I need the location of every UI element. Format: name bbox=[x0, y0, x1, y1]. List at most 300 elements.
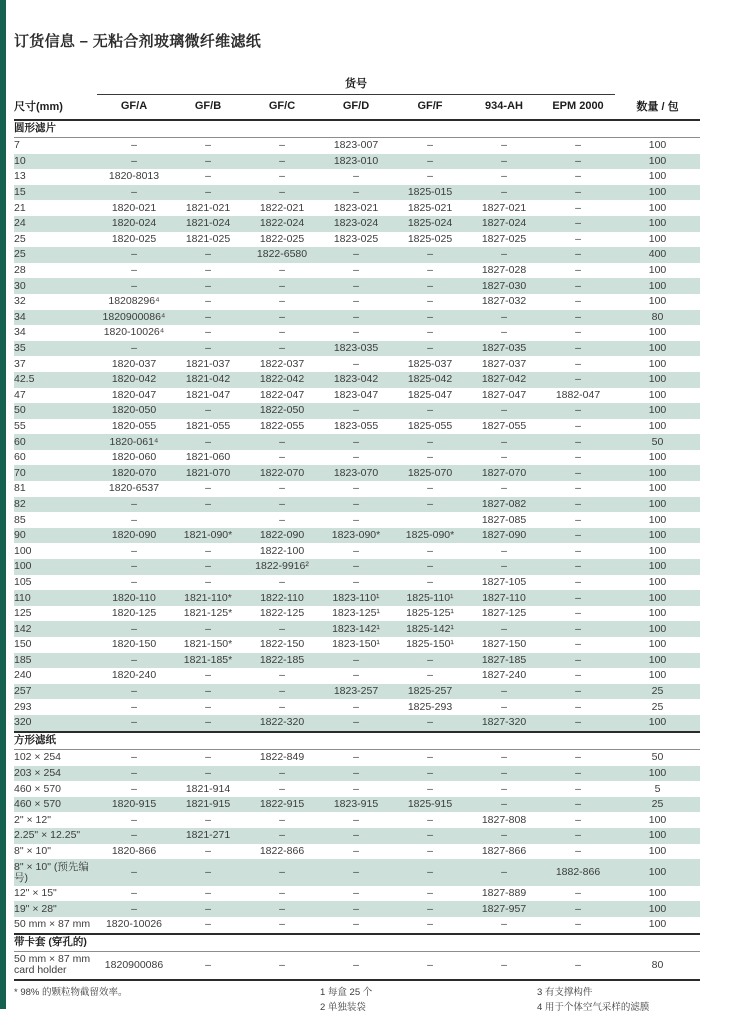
catalog-number-cell: – bbox=[575, 170, 581, 183]
qty-cell: 100 bbox=[648, 466, 667, 479]
catalog-number-cell: – bbox=[205, 170, 211, 183]
catalog-number-cell: – bbox=[575, 700, 581, 713]
size-cell: 2" × 12" bbox=[14, 813, 51, 826]
catalog-number-cell: – bbox=[131, 653, 137, 666]
catalog-number-cell: – bbox=[501, 326, 507, 339]
size-cell: 70 bbox=[14, 466, 26, 479]
catalog-number-cell: – bbox=[575, 766, 581, 779]
catalog-number-cell: – bbox=[353, 497, 359, 510]
catalog-number-cell: 1823-047 bbox=[333, 388, 379, 401]
catalog-number-cell: – bbox=[353, 264, 359, 277]
qty-cell: 100 bbox=[648, 866, 667, 879]
catalog-number-cell: – bbox=[279, 326, 285, 339]
catalog-number-cell: – bbox=[427, 844, 433, 857]
catalog-number-cell: – bbox=[501, 751, 507, 764]
catalog-number-cell: – bbox=[575, 887, 581, 900]
table-row bbox=[14, 310, 700, 326]
catalog-number-cell: 1827-070 bbox=[481, 466, 527, 479]
size-cell: 21 bbox=[14, 201, 26, 214]
catalog-number-cell: – bbox=[353, 186, 359, 199]
qty-cell: 100 bbox=[648, 513, 667, 526]
section-header-label: 方形滤纸 bbox=[14, 732, 700, 750]
table-row bbox=[14, 512, 700, 528]
catalog-number-cell: 1827-320 bbox=[481, 716, 527, 729]
catalog-number-cell: 1820-6537 bbox=[108, 482, 160, 495]
catalog-number-cell: 1825-150¹ bbox=[406, 638, 454, 651]
table-body bbox=[14, 120, 700, 980]
catalog-number-cell: 1823-150¹ bbox=[332, 638, 380, 651]
qty-cell: 100 bbox=[648, 575, 667, 588]
catalog-number-cell: – bbox=[353, 435, 359, 448]
catalog-number-cell: – bbox=[205, 154, 211, 167]
table-row bbox=[14, 653, 700, 669]
catalog-number-cell: – bbox=[205, 918, 211, 931]
catalog-number-cell: – bbox=[205, 958, 211, 971]
table-row bbox=[14, 844, 700, 860]
qty-cell: 100 bbox=[648, 170, 667, 183]
catalog-number-cell: 1822-090 bbox=[259, 529, 305, 542]
catalog-number-cell: 1827-037 bbox=[481, 357, 527, 370]
qty-cell: 100 bbox=[648, 544, 667, 557]
catalog-number-cell: 1882-047 bbox=[555, 388, 601, 401]
qty-cell: 100 bbox=[648, 357, 667, 370]
catalog-number-cell: – bbox=[501, 685, 507, 698]
catalog-number-cell: – bbox=[131, 248, 137, 261]
catalog-number-cell: 1822-915 bbox=[259, 798, 305, 811]
catalog-number-cell: – bbox=[279, 435, 285, 448]
catalog-number-cell: – bbox=[205, 264, 211, 277]
catalog-number-cell: – bbox=[353, 482, 359, 495]
table-row bbox=[14, 575, 700, 591]
catalog-number-cell: 1825-025 bbox=[407, 232, 453, 245]
table-row bbox=[14, 419, 700, 435]
catalog-number-cell: – bbox=[501, 766, 507, 779]
catalog-number-cell: – bbox=[205, 435, 211, 448]
table-row bbox=[14, 781, 700, 797]
qty-cell: 100 bbox=[648, 813, 667, 826]
table-row bbox=[14, 325, 700, 341]
catalog-number-cell: – bbox=[427, 716, 433, 729]
table-row bbox=[14, 637, 700, 653]
table-row bbox=[14, 699, 700, 715]
catalog-number-cell: – bbox=[501, 782, 507, 795]
size-cell: 60 bbox=[14, 435, 26, 448]
size-cell: 240 bbox=[14, 669, 32, 682]
catalog-number-cell: – bbox=[427, 279, 433, 292]
catalog-number-cell: 1823-025 bbox=[333, 232, 379, 245]
size-cell: 19" × 28" bbox=[14, 902, 57, 915]
table-row bbox=[14, 797, 700, 813]
catalog-number-cell: 1822-320 bbox=[259, 716, 305, 729]
catalog-number-cell: 1822-042 bbox=[259, 373, 305, 386]
catalog-number-cell: 1827-889 bbox=[481, 887, 527, 900]
catalog-number-cell: 1822-037 bbox=[259, 357, 305, 370]
footnote-1: 1 每盒 25 个 bbox=[320, 986, 373, 998]
catalog-number-cell: – bbox=[575, 310, 581, 323]
catalog-number-cell: – bbox=[575, 139, 581, 152]
catalog-number-cell: – bbox=[427, 295, 433, 308]
catalog-number-cell: – bbox=[575, 782, 581, 795]
catalog-number-cell: 1825-024 bbox=[407, 217, 453, 230]
size-cell: 460 × 570 bbox=[14, 798, 62, 811]
catalog-number-cell: – bbox=[131, 866, 137, 879]
catalog-number-cell: – bbox=[575, 716, 581, 729]
size-cell: 82 bbox=[14, 497, 26, 510]
catalog-number-cell: – bbox=[131, 279, 137, 292]
catalog-number-cell: 1825-037 bbox=[407, 357, 453, 370]
catalog-number-cell: – bbox=[279, 497, 285, 510]
catalog-number-cell: – bbox=[575, 529, 581, 542]
size-cell: 100 bbox=[14, 560, 32, 573]
table-row bbox=[14, 606, 700, 622]
table-row bbox=[14, 372, 700, 388]
catalog-number-cell: 1820-070 bbox=[111, 466, 157, 479]
catalog-number-cell: 1827-028 bbox=[481, 264, 527, 277]
qty-cell: 100 bbox=[648, 591, 667, 604]
catalog-number-cell: – bbox=[575, 918, 581, 931]
catalog-number-cell: 1825-257 bbox=[407, 685, 453, 698]
catalog-number-cell: – bbox=[279, 829, 285, 842]
catalog-number-cell: – bbox=[427, 435, 433, 448]
catalog-number-cell: – bbox=[427, 958, 433, 971]
catalog-number-cell: 1820900086⁴ bbox=[102, 310, 166, 323]
catalog-number-cell: – bbox=[353, 560, 359, 573]
catalog-number-cell: – bbox=[427, 248, 433, 261]
catalog-number-cell: – bbox=[501, 186, 507, 199]
catalog-number-cell bbox=[393, 512, 467, 528]
footnote-column-left bbox=[14, 986, 320, 1016]
qty-cell: 100 bbox=[648, 186, 667, 199]
catalog-number-cell: – bbox=[501, 435, 507, 448]
table-row bbox=[14, 138, 700, 154]
catalog-number-cell: 1820-150 bbox=[111, 638, 157, 651]
catalog-number-cell: – bbox=[575, 958, 581, 971]
size-cell: 110 bbox=[14, 591, 31, 604]
catalog-number-cell: – bbox=[427, 751, 433, 764]
catalog-number-cell: 1823-042 bbox=[333, 373, 379, 386]
size-cell: 24 bbox=[14, 217, 26, 230]
qty-cell: 100 bbox=[648, 560, 667, 573]
catalog-number-cell: – bbox=[575, 607, 581, 620]
catalog-number-cell: 1821-024 bbox=[185, 217, 231, 230]
catalog-number-cell: – bbox=[427, 310, 433, 323]
section-header-label: 带卡套 (穿孔的) bbox=[14, 934, 700, 952]
catalog-number-cell: 1827-150 bbox=[481, 638, 527, 651]
catalog-number-cell: 1823-070 bbox=[333, 466, 379, 479]
catalog-number-cell: – bbox=[279, 310, 285, 323]
qty-cell: 100 bbox=[648, 766, 667, 779]
size-cell: 102 × 254 bbox=[14, 751, 62, 764]
catalog-number-cell: – bbox=[131, 902, 137, 915]
qty-cell: 100 bbox=[648, 154, 667, 167]
qty-cell: 80 bbox=[651, 310, 664, 323]
catalog-number-cell: 1822-025 bbox=[259, 232, 305, 245]
catalog-number-cell: – bbox=[205, 902, 211, 915]
catalog-number-cell: 1827-032 bbox=[481, 295, 527, 308]
table-row bbox=[14, 917, 700, 934]
qty-cell: 100 bbox=[648, 451, 667, 464]
catalog-number-cell: 1821-125* bbox=[183, 607, 233, 620]
catalog-number-cell: – bbox=[427, 342, 433, 355]
catalog-number-cell: 1820-061⁴ bbox=[109, 435, 159, 448]
catalog-number-cell: – bbox=[427, 404, 433, 417]
catalog-number-cell: – bbox=[575, 186, 581, 199]
catalog-number-cell: – bbox=[575, 279, 581, 292]
catalog-number-cell: 1827-185 bbox=[481, 653, 527, 666]
size-cell: 28 bbox=[14, 264, 26, 277]
catalog-number-cell: 1823-010 bbox=[333, 154, 379, 167]
table-row bbox=[14, 559, 700, 575]
size-cell: 2.25" × 12.25" bbox=[14, 829, 81, 842]
catalog-number-cell: – bbox=[575, 419, 581, 432]
catalog-number-cell: 1823-021 bbox=[333, 201, 379, 214]
table-row bbox=[14, 901, 700, 917]
table-row bbox=[14, 766, 700, 782]
qty-cell: 25 bbox=[651, 798, 664, 811]
footnote-2: 2 单独装袋 bbox=[320, 1001, 366, 1013]
catalog-number-cell: – bbox=[205, 139, 211, 152]
table-row bbox=[14, 465, 700, 481]
catalog-number-cell: – bbox=[131, 700, 137, 713]
catalog-number-cell: – bbox=[279, 685, 285, 698]
catalog-number-cell: – bbox=[427, 560, 433, 573]
catalog-number-cell: – bbox=[131, 766, 137, 779]
catalog-number-cell: 1823-035 bbox=[333, 342, 379, 355]
catalog-number-cell: – bbox=[427, 170, 433, 183]
catalog-number-cell: – bbox=[279, 295, 285, 308]
footnote-3: 3 有支撑构件 bbox=[537, 986, 593, 998]
qty-cell: 50 bbox=[651, 435, 664, 448]
catalog-number-cell: – bbox=[501, 310, 507, 323]
catalog-number-cell: 1827-808 bbox=[481, 813, 527, 826]
catalog-number-cell: – bbox=[501, 544, 507, 557]
size-cell: 25 bbox=[14, 248, 26, 261]
qty-cell: 100 bbox=[648, 201, 667, 214]
catalog-number-cell: 18208296⁴ bbox=[108, 295, 160, 308]
qty-cell: 100 bbox=[648, 264, 667, 277]
catalog-number-cell: 1822-6580 bbox=[256, 248, 308, 261]
table-row bbox=[14, 232, 700, 248]
catalog-number-cell: – bbox=[205, 887, 211, 900]
catalog-number-cell: – bbox=[353, 295, 359, 308]
catalog-number-cell: 1822-050 bbox=[259, 404, 305, 417]
catalog-number-cell: 1823-090* bbox=[331, 529, 381, 542]
catalog-number-cell: 1820-042 bbox=[111, 373, 157, 386]
catalog-number-cell: – bbox=[353, 248, 359, 261]
catalog-number-cell: 1820-021 bbox=[111, 201, 157, 214]
catalog-number-cell: – bbox=[205, 342, 211, 355]
catalog-number-cell: – bbox=[575, 342, 581, 355]
catalog-number-cell: – bbox=[131, 782, 137, 795]
size-cell: 203 × 254 bbox=[14, 766, 62, 779]
catalog-number-cell: – bbox=[575, 373, 581, 386]
catalog-number-cell: – bbox=[279, 669, 285, 682]
catalog-number-cell: – bbox=[131, 813, 137, 826]
catalog-number-cell: – bbox=[131, 829, 137, 842]
catalog-number-cell: – bbox=[575, 798, 581, 811]
size-cell: 85 bbox=[14, 513, 26, 526]
catalog-number-cell: – bbox=[575, 357, 581, 370]
catalog-number-cell: – bbox=[279, 139, 285, 152]
catalog-number-cell: – bbox=[575, 513, 581, 526]
table-row bbox=[14, 403, 700, 419]
section-header-row bbox=[14, 120, 700, 138]
catalog-number-cell: 1827-035 bbox=[481, 342, 527, 355]
catalog-number-cell: – bbox=[575, 591, 581, 604]
catalog-number-cell: 1825-915 bbox=[407, 798, 453, 811]
catalog-number-cell: – bbox=[279, 958, 285, 971]
catalog-number-cell: – bbox=[501, 482, 507, 495]
qty-cell: 100 bbox=[648, 404, 667, 417]
catalog-number-cell: – bbox=[427, 497, 433, 510]
catalog-number-cell: – bbox=[353, 357, 359, 370]
size-cell: 293 bbox=[14, 700, 32, 713]
catalog-number-cell: 1820-060 bbox=[111, 451, 157, 464]
catalog-number-cell: – bbox=[279, 887, 285, 900]
catalog-number-cell: – bbox=[575, 232, 581, 245]
catalog-number-cell: – bbox=[131, 751, 137, 764]
qty-cell: 100 bbox=[648, 529, 667, 542]
table-row bbox=[14, 278, 700, 294]
table-row bbox=[14, 886, 700, 902]
qty-cell: 100 bbox=[648, 326, 667, 339]
catalog-number-cell: 1825-015 bbox=[407, 186, 453, 199]
catalog-number-cell: 1825-070 bbox=[407, 466, 453, 479]
catalog-number-cell: – bbox=[279, 451, 285, 464]
catalog-number-cell: 1827-025 bbox=[481, 232, 527, 245]
catalog-number-cell: – bbox=[427, 575, 433, 588]
section-header-label: 圆形滤片 bbox=[14, 120, 700, 138]
catalog-number-cell: – bbox=[205, 497, 211, 510]
size-cell: 8" × 10" (预先编号) bbox=[14, 860, 89, 884]
catalog-number-cell: – bbox=[205, 310, 211, 323]
catalog-number-cell: – bbox=[575, 638, 581, 651]
size-cell: 8" × 10" bbox=[14, 844, 51, 857]
qty-cell: 100 bbox=[648, 497, 667, 510]
catalog-number-cell: – bbox=[279, 866, 285, 879]
catalog-number-cell: 1825-021 bbox=[407, 201, 453, 214]
column-header-gfc: GF/C bbox=[245, 95, 319, 120]
table-row bbox=[14, 185, 700, 201]
catalog-number-cell: – bbox=[427, 887, 433, 900]
catalog-number-cell: – bbox=[279, 575, 285, 588]
catalog-number-cell: 1821-060 bbox=[185, 451, 231, 464]
catalog-number-cell: – bbox=[279, 918, 285, 931]
catalog-number-cell: – bbox=[575, 201, 581, 214]
catalog-number-cell: – bbox=[353, 404, 359, 417]
size-cell: 257 bbox=[14, 685, 32, 698]
catalog-number-cell: – bbox=[131, 544, 137, 557]
catalog-number-cell: – bbox=[575, 544, 581, 557]
catalog-number-cell: – bbox=[427, 451, 433, 464]
catalog-number-cell: – bbox=[279, 622, 285, 635]
catalog-number-cell: – bbox=[427, 154, 433, 167]
catalog-number-cell: – bbox=[575, 264, 581, 277]
catalog-number-cell: 1821-037 bbox=[185, 357, 231, 370]
size-cell: 34 bbox=[14, 326, 26, 339]
catalog-number-cell: – bbox=[279, 482, 285, 495]
size-cell: 55 bbox=[14, 419, 26, 432]
catalog-number-cell: 1822-9916² bbox=[255, 560, 309, 573]
table-row bbox=[14, 497, 700, 513]
catalog-number-cell: 1822-024 bbox=[259, 217, 305, 230]
qty-cell: 100 bbox=[648, 887, 667, 900]
catalog-number-cell: – bbox=[575, 751, 581, 764]
catalog-number-cell: – bbox=[427, 653, 433, 666]
qty-cell: 100 bbox=[648, 918, 667, 931]
size-cell: 81 bbox=[14, 482, 26, 495]
catalog-number-cell: – bbox=[205, 700, 211, 713]
catalog-number-cell: – bbox=[353, 866, 359, 879]
qty-cell: 100 bbox=[648, 232, 667, 245]
catalog-number-cell: 1822-150 bbox=[259, 638, 305, 651]
table-row bbox=[14, 590, 700, 606]
table-row bbox=[14, 169, 700, 185]
catalog-number-cell: 1823-915 bbox=[333, 798, 379, 811]
table-row bbox=[14, 247, 700, 263]
catalog-number-cell: – bbox=[575, 404, 581, 417]
size-cell: 150 bbox=[14, 638, 32, 651]
catalog-number-cell: – bbox=[205, 575, 211, 588]
catalog-number-cell: 1820900086 bbox=[104, 958, 164, 971]
catalog-number-cell: 1823-257 bbox=[333, 685, 379, 698]
section-header-row bbox=[14, 732, 700, 750]
catalog-number-cell: 1827-047 bbox=[481, 388, 527, 401]
catalog-number-cell: – bbox=[575, 902, 581, 915]
catalog-number-cell: – bbox=[353, 326, 359, 339]
catalog-number-cell: – bbox=[501, 154, 507, 167]
catalog-number-cell: – bbox=[575, 622, 581, 635]
catalog-number-cell: – bbox=[353, 902, 359, 915]
qty-cell: 25 bbox=[651, 700, 664, 713]
catalog-number-cell: 1820-050 bbox=[111, 404, 157, 417]
catalog-number-cell: – bbox=[575, 653, 581, 666]
catalog-number-cell: 1820-10026 bbox=[105, 918, 163, 931]
catalog-number-cell: – bbox=[353, 451, 359, 464]
group-header-row bbox=[14, 74, 700, 95]
catalog-number-cell: 1822-866 bbox=[259, 844, 305, 857]
catalog-number-cell: – bbox=[279, 342, 285, 355]
qty-cell: 50 bbox=[651, 751, 664, 764]
catalog-number-cell: 1820-110 bbox=[112, 591, 156, 604]
catalog-number-cell: – bbox=[279, 186, 285, 199]
catalog-number-cell: – bbox=[501, 622, 507, 635]
catalog-number-cell: 1821-042 bbox=[185, 373, 231, 386]
catalog-number-cell: 1823-055 bbox=[333, 419, 379, 432]
catalog-number-cell: 1827-105 bbox=[481, 575, 527, 588]
table-row bbox=[14, 952, 700, 980]
size-cell: 60 bbox=[14, 451, 26, 464]
catalog-number-cell: – bbox=[575, 560, 581, 573]
catalog-number-cell: – bbox=[353, 782, 359, 795]
catalog-number-cell: – bbox=[353, 918, 359, 931]
catalog-number-cell: – bbox=[205, 326, 211, 339]
catalog-number-cell: 1822-047 bbox=[259, 388, 305, 401]
catalog-number-cell: 1827-110 bbox=[482, 591, 526, 604]
catalog-number-cell: – bbox=[205, 766, 211, 779]
column-header-gfd: GF/D bbox=[319, 95, 393, 120]
catalog-number-cell: 1820-866 bbox=[111, 844, 157, 857]
catalog-number-cell: – bbox=[575, 575, 581, 588]
size-cell: 12" × 15" bbox=[14, 887, 57, 900]
catalog-number-cell: – bbox=[353, 887, 359, 900]
table-row bbox=[14, 356, 700, 372]
catalog-number-cell: 1827-042 bbox=[481, 373, 527, 386]
column-header-size: 尺寸(mm) bbox=[14, 95, 97, 120]
catalog-number-group-header: 货号 bbox=[97, 74, 615, 95]
table-row bbox=[14, 715, 700, 732]
catalog-number-cell: 1827-866 bbox=[481, 844, 527, 857]
